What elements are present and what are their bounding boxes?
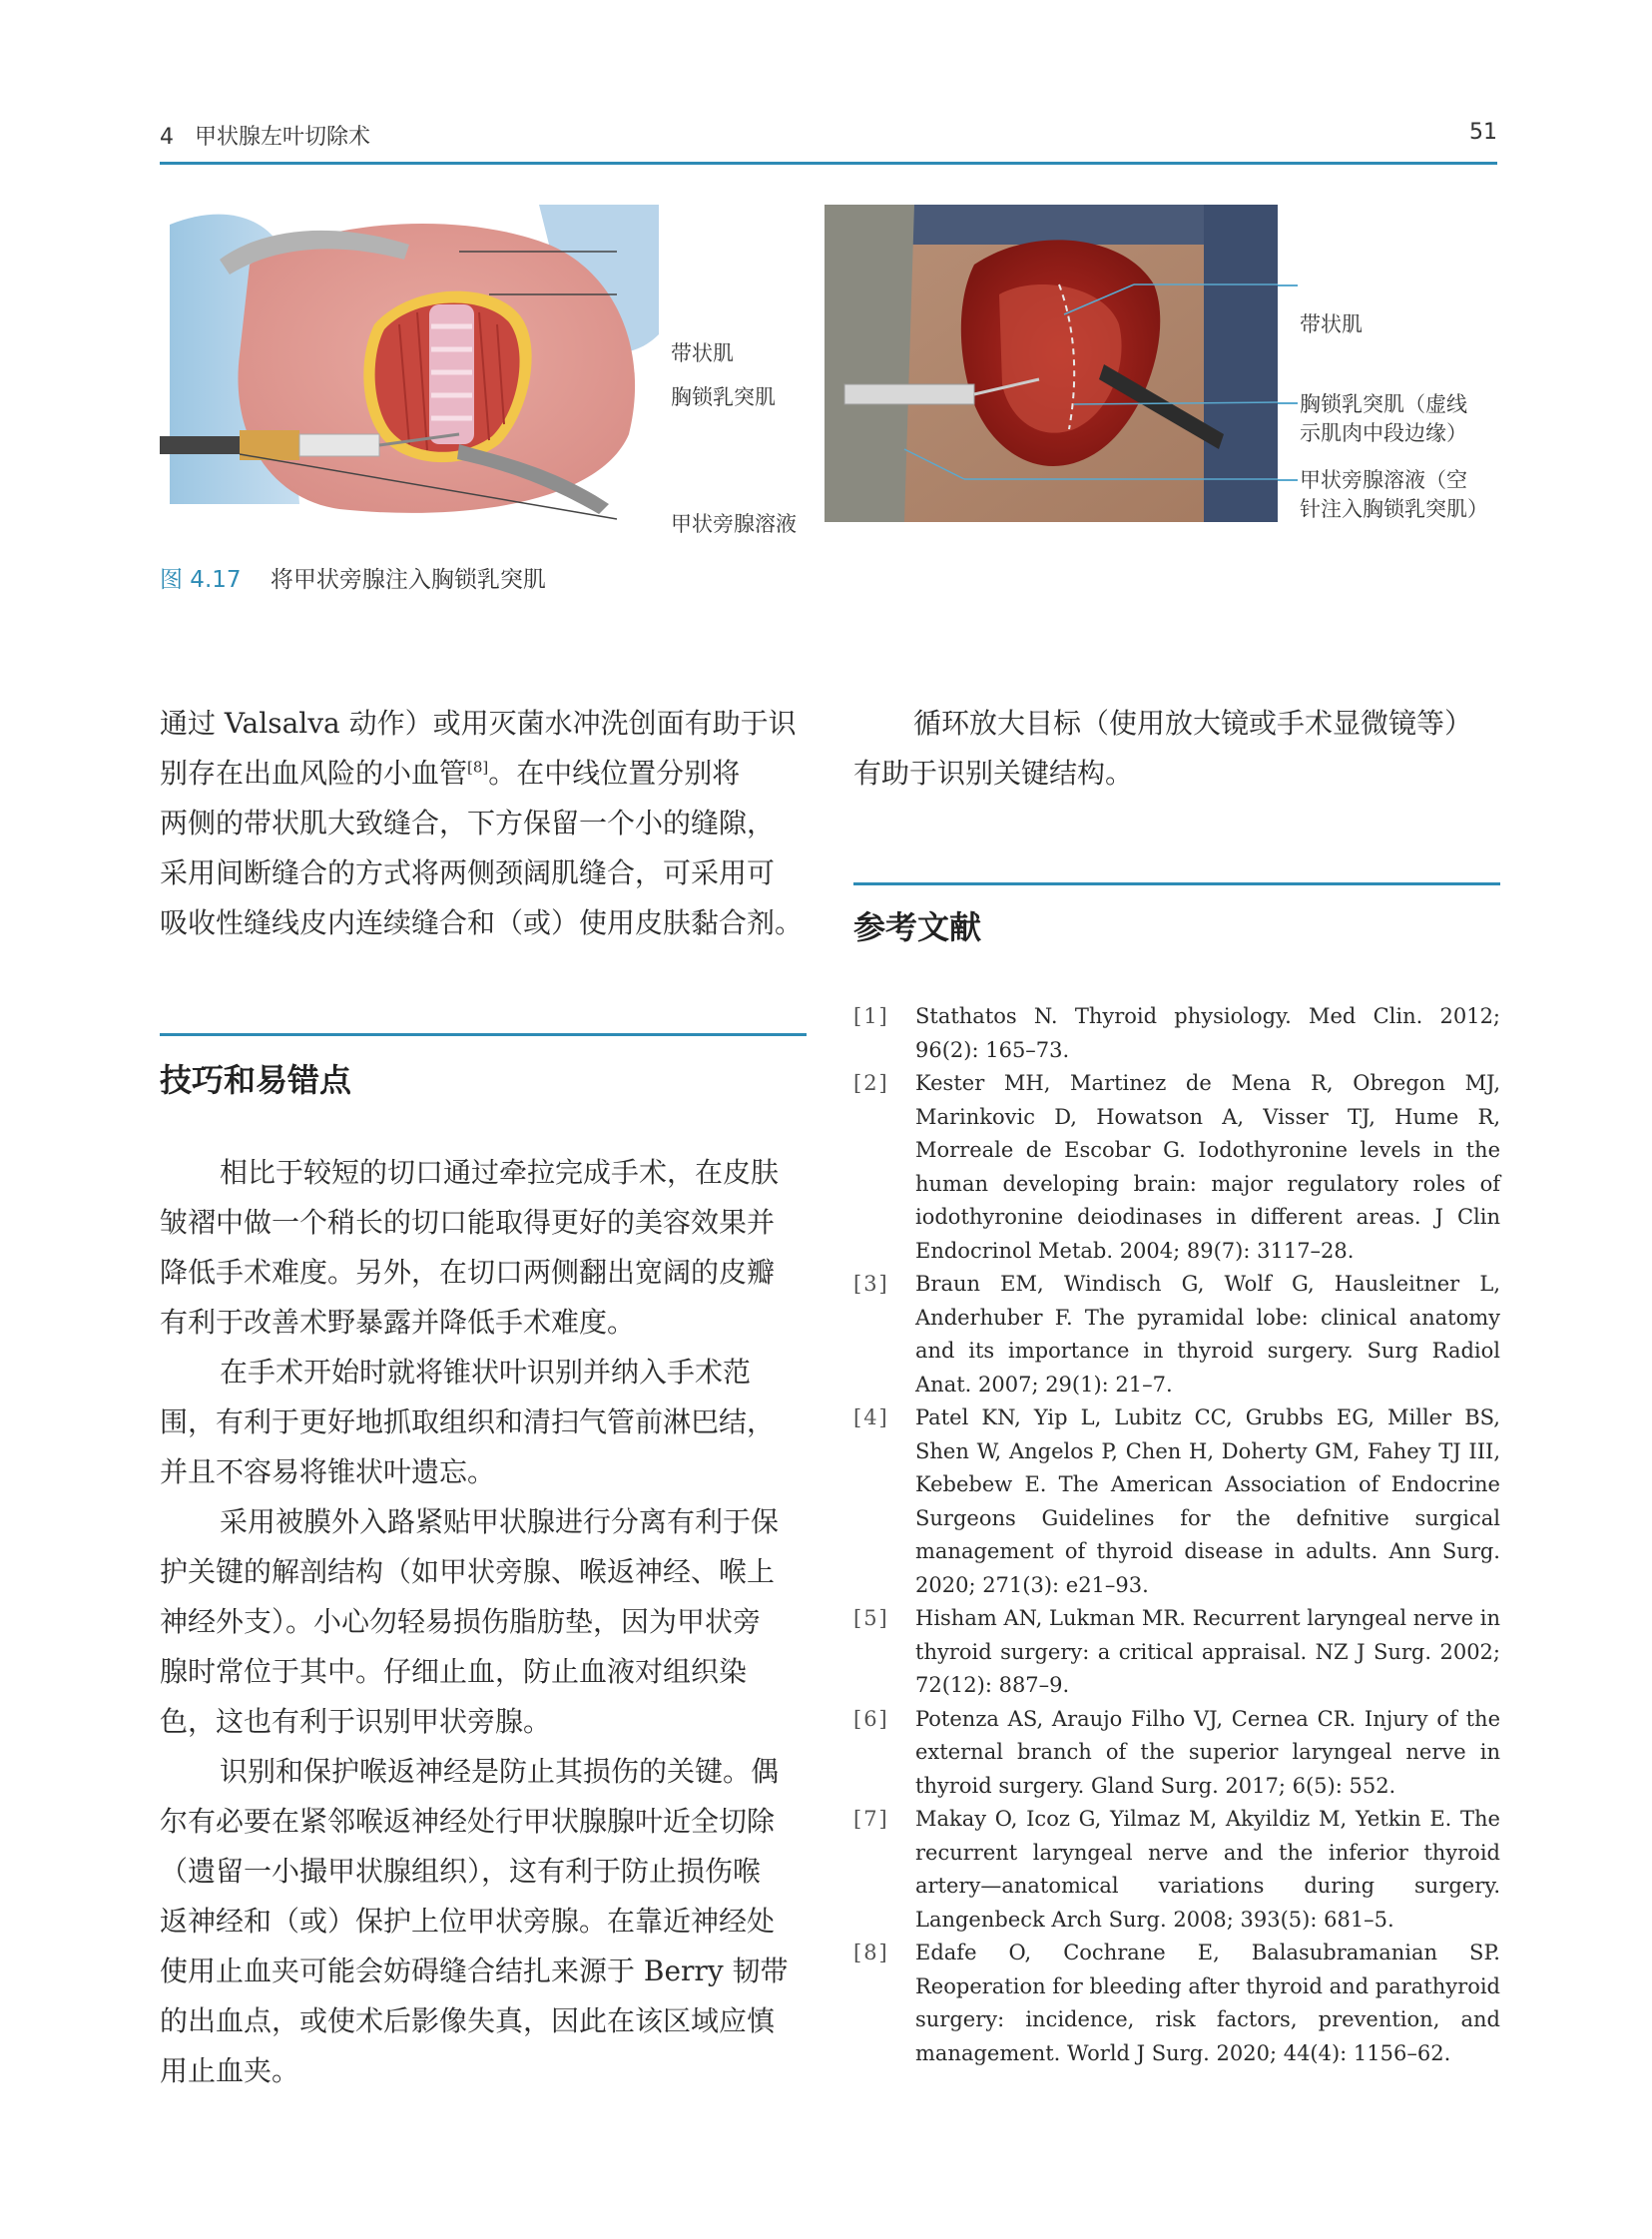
text-line: 两侧的带状肌大致缝合，下方保留一个小的缝隙， (160, 807, 776, 840)
chapter-title: 甲状腺左叶切除术 (195, 125, 371, 150)
reference-item (853, 1000, 1500, 1067)
text-line: 吸收性缝线皮内连续缝合和（或）使用皮肤黏合剂。 (160, 906, 804, 939)
photo-label-scm-1: 胸锁乳突肌（虚线 (1300, 392, 1467, 416)
right-column-intro (853, 699, 1500, 799)
photo-label-strap-muscle: 带状肌 (1300, 312, 1363, 336)
leader-photo-ext-1 (1278, 284, 1298, 286)
text-line: 采用被膜外入路紧贴甲状腺进行分离有利于保 (220, 1505, 780, 1538)
reference-item (853, 1937, 1500, 2070)
surgical-photo (825, 205, 1278, 522)
text-line: 采用间断缝合的方式将两侧颈阔肌缝合，可采用可 (160, 856, 776, 889)
reference-number: [6] (853, 1706, 889, 1731)
reference-item (853, 1067, 1500, 1268)
text-line: 护关键的解剖结构（如甲状旁腺、喉返神经、喉上 (160, 1555, 776, 1588)
text-line: 用止血夹。 (160, 2054, 300, 2087)
text-line: 尔有必要在紧邻喉返神经处行甲状腺腺叶近全切除 (160, 1805, 776, 1838)
text-line: 围，有利于更好地抓取组织和清扫气管前淋巴结， (160, 1405, 776, 1438)
drape-side (1204, 205, 1278, 522)
text-line: 并且不容易将锥状叶遗忘。 (160, 1455, 496, 1488)
figure-caption-text: 将甲状旁腺注入胸锁乳突肌 (270, 567, 546, 593)
reference-text: Makay O, Icoz G, Yilmaz M, Akyildiz M, Yetkin E. The recurrent laryngeal nerve and the inferior thyroid artery—anatomical variations during surgery. Langenbeck Arch Surg. 2008; 393(5): 681–5. (915, 1807, 1500, 1932)
chapter-number: 4 (160, 125, 174, 150)
reference-number: [5] (853, 1606, 889, 1630)
photo-label-scm-2: 示肌肉中段边缘） (1300, 421, 1467, 445)
left-column-intro (160, 699, 807, 948)
reference-number: [4] (853, 1405, 889, 1429)
header-rule (160, 162, 1497, 165)
leader-photo-ext-3 (1278, 479, 1298, 481)
reference-item (853, 1602, 1500, 1703)
label-strap-muscle: 带状肌 (671, 341, 734, 365)
text-line: 在手术开始时就将锥状叶识别并纳入手术范 (220, 1356, 752, 1389)
reference-number: [2] (853, 1071, 889, 1095)
text-line: 循环放大目标（使用放大镜或手术显微镜等） (913, 707, 1473, 740)
citation-8[interactable]: [8] (467, 758, 489, 777)
reference-text: Braun EM, Windisch G, Wolf G, Hausleitner L, Anderhuber F. The pyramidal lobe: clinical anatomy and its importance in thyroid surgery. Surg Radiol Anat. 2007; 29(1): 21–7. (915, 1272, 1500, 1397)
reference-number: [1] (853, 1004, 889, 1028)
section-rule (160, 1033, 807, 1036)
photo-label-parathyroid-1: 甲状旁腺溶液（空 (1300, 468, 1467, 492)
reference-item (853, 1401, 1500, 1602)
reference-text: Kester MH, Martinez de Mena R, Obregon MJ, Marinkovic D, Howatson A, Visser TJ, Hume R, Morreale de Escobar G. Iodothyronine levels in the human developing brain: major regulatory roles of iodothyronine deiodinases in different areas. J Clin Endocrinol Metab. 2004; 89(7): 3117–28. (915, 1071, 1500, 1263)
label-parathyroid-slurry: 甲状旁腺溶液 (671, 512, 797, 536)
text-line: 降低手术难度。另外，在切口两侧翻出宽阔的皮瓣 (160, 1256, 776, 1289)
text-line: 相比于较短的切口通过牵拉完成手术，在皮肤 (220, 1156, 780, 1189)
text-line: 有助于识别关键结构。 (853, 757, 1134, 790)
reference-text: Stathatos N. Thyroid physiology. Med Clin. 2012; 96(2): 165–73. (915, 1004, 1500, 1062)
reference-text: Patel KN, Yip L, Lubitz CC, Grubbs EG, Miller BS, Shen W, Angelos P, Chen H, Doherty GM, Fahey TJ III, Kebebew E. The American Association of Endocrine Surgeons Guidelines for the defnitive surgical management of thyroid disease in adults. Ann Surg. 2020; 271(3): e21–93. (915, 1405, 1500, 1597)
photo-label-parathyroid-2: 针注入胸锁乳突肌） (1300, 497, 1488, 521)
reference-item (853, 1703, 1500, 1804)
reference-list (853, 1000, 1500, 2070)
gloved-hand (825, 205, 914, 522)
reference-text: Hisham AN, Lukman MR. Recurrent laryngeal nerve in thyroid surgery: a critical appraisal. NZ J Surg. 2002; 72(12): 887–9. (915, 1606, 1500, 1697)
text-line: 的出血点，或使术后影像失真，因此在该区域应慎 (160, 2004, 776, 2037)
reference-number: [8] (853, 1941, 889, 1964)
text-line: （遗留一小撮甲状腺组织），这有利于防止损伤喉 (160, 1855, 762, 1888)
page-number: 51 (1469, 120, 1497, 145)
reference-number: [3] (853, 1272, 889, 1296)
text-line: 通过 Valsalva 动作）或用灭菌水冲洗创面有助于识 (160, 707, 797, 740)
text-line: 皱褶中做一个稍长的切口能取得更好的美容效果并 (160, 1206, 776, 1239)
references-title: 参考文献 (853, 908, 982, 946)
reference-text: Potenza AS, Araujo Filho VJ, Cernea CR. Injury of the external branch of the superior laryngeal nerve in thyroid surgery. Gland Surg. 2017; 6(5): 552. (915, 1706, 1500, 1798)
text-span: 。在中线位置分别将 (488, 757, 741, 790)
text-line: 有利于改善术野暴露并降低手术难度。 (160, 1306, 636, 1339)
leader-photo-ext-2 (1278, 402, 1298, 404)
references-rule (853, 882, 1500, 885)
figure-number: 图 4.17 (160, 567, 242, 593)
reference-item (853, 1268, 1500, 1401)
label-scm: 胸锁乳突肌 (671, 385, 776, 409)
figure-caption (160, 561, 546, 594)
reference-text: Edafe O, Cochrane E, Balasubramanian SP. Reoperation for bleeding after thyroid and parathyroid surgery: incidence, risk factors, prevention, and management. World J Surg. 2020; 44(4): 1156–62. (915, 1941, 1500, 2065)
text-line: 使用止血夹可能会妨碍缝合结扎来源于 Berry 韧带 (160, 1955, 789, 1987)
text-span: 别存在出血风险的小血管 (160, 757, 468, 790)
section-title-tips: 技巧和易错点 (160, 1061, 352, 1099)
text-line: 腺时常位于其中。仔细止血，防止血液对组织染 (160, 1655, 748, 1688)
reference-number: [7] (853, 1807, 889, 1831)
text-line: 色，这也有利于识别甲状旁腺。 (160, 1705, 552, 1738)
text-line: 神经外支）。小心勿轻易损伤脂肪垫，因为甲状旁 (160, 1605, 762, 1638)
surgical-illustration (160, 205, 659, 522)
running-header (160, 120, 370, 151)
text-line-with-citation (160, 749, 807, 799)
reference-item (853, 1803, 1500, 1937)
text-line: 识别和保护喉返神经是防止其损伤的关键。偶 (220, 1755, 780, 1788)
tips-body (160, 1148, 807, 2096)
text-line: 返神经和（或）保护上位甲状旁腺。在靠近神经处 (160, 1905, 776, 1938)
